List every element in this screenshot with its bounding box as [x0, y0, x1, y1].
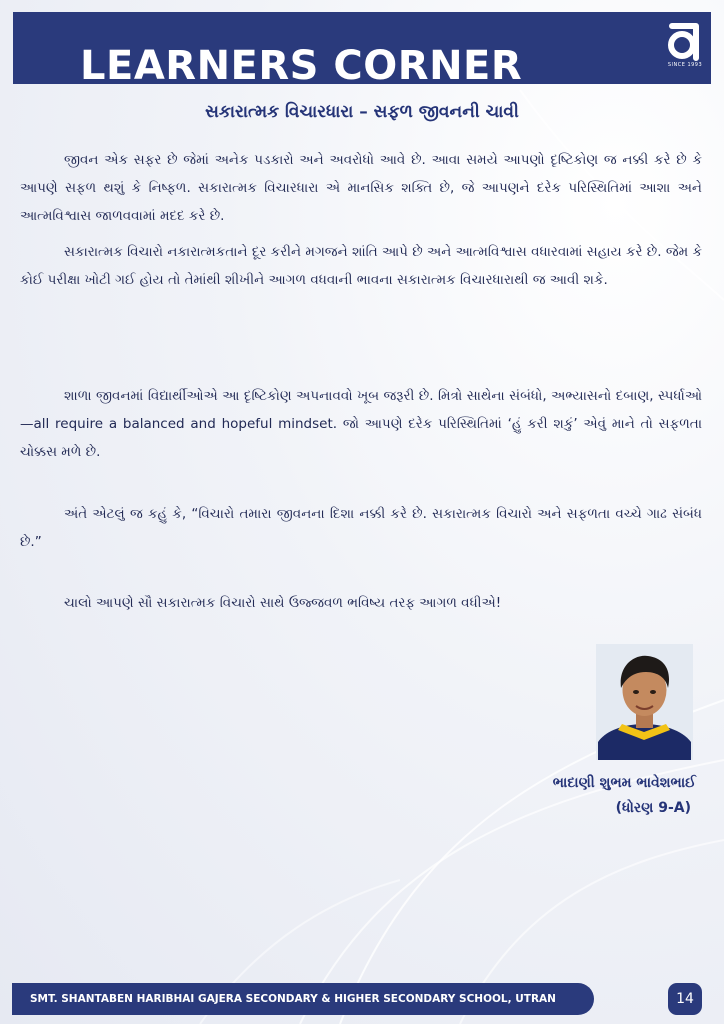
student-class: (ધોરણ 9-A) — [615, 800, 691, 816]
article-paragraph: જીવન એક સફર છે જેમાં અનેક પડકારો અને અવરોધો આવે છે. આવા સમયે આપણો દૃષ્ટિકોણ જ નક્કી કરે છે કે આપણે સફળ થશું કે નિષ્ફળ. સકારાત્મક વિચારધારા એ માનસિક શક્તિ છે, જે આપણને દરેક પરિસ્થિતિમાં આશા અને આત્મવિશ્વાસ જાળવવામાં મદદ કરે છે. — [20, 152, 702, 224]
page-title: LEARNERS CORNER — [80, 43, 523, 89]
school-name: SMT. SHANTABEN HARIBHAI GAJERA SECONDARY & HIGHER SECONDARY SCHOOL, UTRAN — [30, 993, 556, 1005]
article-title: સકારાત્મક વિચારધારા – સફળ જીવનની ચાવી — [205, 102, 519, 122]
student-name: ભાદાણી શુભમ ભાવેશભાઈ — [552, 775, 696, 791]
school-logo — [660, 20, 710, 72]
footer-bar — [12, 983, 594, 1015]
school-logo-icon — [660, 20, 710, 62]
article-paragraph: સકારાત્મક વિચારો નકારાત્મકતાને દૂર કરીને મગજને શાંતિ આપે છે અને આત્મવિશ્વાસ વધારવામાં સહાય કરે છે. જેમ કે કોઈ પરીક્ષા ખોટી ગઈ હોય તો તેમાંથી શીખીને આગળ વધવાની ભાવના સકારાત્મક વિચારધારાથી જ આવી શકે. — [20, 244, 702, 288]
student-photo — [596, 644, 693, 760]
article-paragraph: ચાલો આપણે સૌ સકારાત્મક વિચારો સાથે ઉજ્જવળ ભવિષ્ય તરફ આગળ વધીએ! — [64, 595, 502, 611]
page-number: 14 — [668, 983, 702, 1015]
article-paragraph: અંતે એટલું જ કહું કે, “વિચારો તમારા જીવનના દિશા નક્કી કરે છે. સકારાત્મક વિચારો અને સફળતા વચ્ચે ગાઢ સંબંધ છે.” — [20, 506, 702, 550]
article-paragraph: શાળા જીવનમાં વિદ્યાર્થીઓએ આ દૃષ્ટિકોણ અપનાવવો ખૂબ જરૂરી છે. મિત્રો સાથેના સંબંધો, અભ્યાસનો દબાણ, સ્પર્ધાઓ—all require a balanced and hopeful mindset. જો આપણે દરેક પરિસ્થિતિમાં ‘હું કરી શકું’ એવું માને તો સફળતા ચોક્કસ મળે છે. — [20, 388, 702, 460]
logo-since-text: SINCE 1993 — [667, 62, 703, 68]
